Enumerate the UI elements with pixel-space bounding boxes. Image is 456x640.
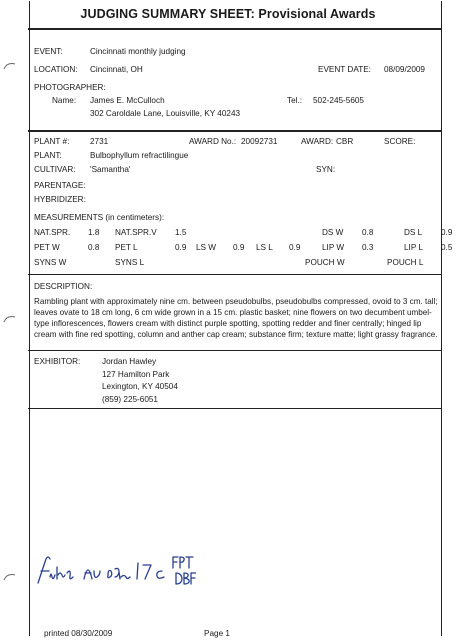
lsl-label: LS L	[256, 243, 273, 252]
lsw-label: LS W	[196, 243, 217, 252]
plant-number-value: 2731	[90, 137, 109, 146]
exhibitor-label: EXHIBITOR:	[34, 357, 81, 366]
photographer-name-value: James E. McCulloch	[90, 96, 165, 105]
hole-punch-mark	[3, 58, 17, 68]
page-number: Page 1	[204, 629, 230, 638]
photographer-tel-value: 502-245-5605	[313, 96, 364, 105]
section-divider	[28, 130, 442, 132]
nat-sprv-label: NAT.SPR.V	[115, 228, 157, 237]
section-divider	[28, 274, 442, 275]
award-label: AWARD:	[301, 137, 334, 146]
photographer-address: 302 Caroldale Lane, Louisville, KY 40243	[90, 109, 241, 118]
synsl-label: SYNS L	[115, 258, 145, 267]
cultivar-value: 'Samantha'	[90, 165, 131, 174]
title-underline	[28, 28, 442, 30]
hybridizer-label: HYBRIDIZER:	[34, 195, 86, 204]
location-value: Cincinnati, OH	[90, 65, 143, 74]
petw-label: PET W	[34, 243, 60, 252]
plant-name-value: Bulbophyllum refractilingue	[90, 151, 189, 160]
award-number-label: AWARD No.:	[189, 137, 237, 146]
section-divider	[28, 350, 442, 351]
pouchl-label: POUCH L	[387, 258, 424, 267]
photographer-tel-label: Tel.:	[287, 96, 303, 105]
parentage-label: PARENTAGE:	[34, 181, 86, 190]
nat-spr-value: 1.8	[88, 228, 100, 237]
petw-value: 0.8	[88, 243, 100, 252]
pouchw-label: POUCH W	[305, 258, 345, 267]
nat-spr-label: NAT.SPR.	[34, 228, 71, 237]
petl-value: 0.9	[175, 243, 187, 252]
lipw-value: 0.3	[362, 243, 374, 252]
plant-name-label: PLANT:	[34, 151, 62, 160]
lsl-value: 0.9	[289, 243, 301, 252]
event-date-value: 08/09/2009	[384, 65, 425, 74]
event-date-label: EVENT DATE:	[318, 65, 371, 74]
handwritten-annotation	[36, 553, 196, 587]
exhibitor-phone: (859) 225-6051	[102, 395, 158, 404]
syn-label: SYN:	[316, 165, 336, 174]
lipw-label: LIP W	[322, 243, 345, 252]
dsl-value: 0.9	[441, 228, 453, 237]
plant-number-label: PLANT #:	[34, 137, 70, 146]
description-text: Rambling plant with approximately nine cm. between pseudobulbs, pseudobulbs compressed, ovoid to 3 cm. tall; leaves ovate to 18 cm long, 6 cm wide grown in a 15 cm. plastic basket; nine flowers on two decumbent umbel-type inflorescences, flowers cream with distinct purple spotting, spotting redder and finer centrally; hinged lip cream with fine red spotting, column and anther cap cream; substance firm; texture matte; light grassy fragrance.	[34, 297, 438, 339]
exhibitor-street: 127 Hamilton Park	[102, 370, 170, 379]
award-value: CBR	[336, 137, 354, 146]
award-number-value: 20092731	[241, 137, 278, 146]
exhibitor-city: Lexington, KY 40504	[102, 382, 178, 391]
lipl-value: 0.5	[441, 243, 453, 252]
lsw-value: 0.9	[233, 243, 245, 252]
dsw-label: DS W	[322, 228, 344, 237]
printed-date: printed 08/30/2009	[44, 629, 113, 638]
exhibitor-name: Jordan Hawley	[102, 357, 157, 366]
nat-sprv-value: 1.5	[175, 228, 187, 237]
right-border-line	[441, 1, 442, 636]
section-divider	[28, 408, 442, 409]
lipl-label: LIP L	[404, 243, 423, 252]
description-heading: DESCRIPTION:	[34, 282, 93, 291]
synsw-label: SYNS W	[34, 258, 67, 267]
left-border-line	[29, 1, 30, 636]
event-value: Cincinnati monthly judging	[90, 47, 186, 56]
photographer-name-label: Name:	[52, 96, 77, 105]
hole-punch-mark	[3, 569, 17, 579]
location-label: LOCATION:	[34, 65, 78, 74]
hole-punch-mark	[3, 311, 17, 321]
dsw-value: 0.8	[362, 228, 374, 237]
score-label: SCORE:	[384, 137, 416, 146]
measurements-heading: MEASUREMENTS (in centimeters):	[34, 213, 165, 222]
page-title: JUDGING SUMMARY SHEET: Provisional Awards	[80, 7, 376, 21]
dsl-label: DS L	[404, 228, 423, 237]
cultivar-label: CULTIVAR:	[34, 165, 76, 174]
petl-label: PET L	[115, 243, 138, 252]
event-label: EVENT:	[34, 47, 63, 56]
photographer-label: PHOTOGRAPHER:	[34, 83, 106, 92]
